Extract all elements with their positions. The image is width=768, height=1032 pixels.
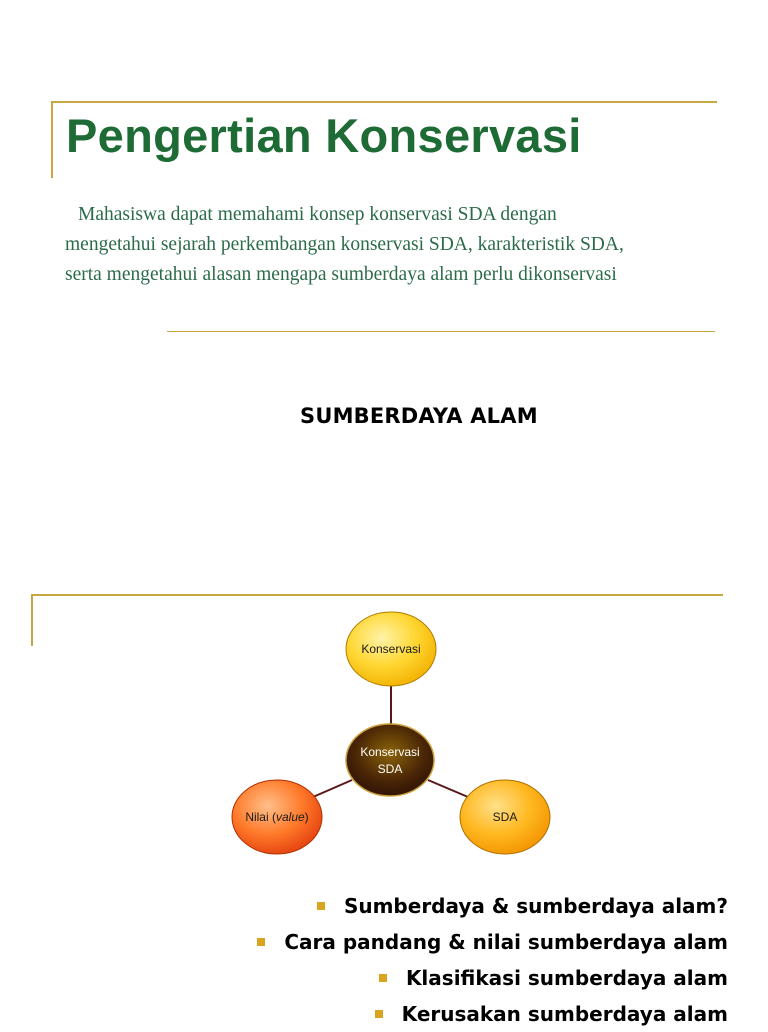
list-item bbox=[257, 888, 728, 924]
list-item-text: Sumberdaya & sumberdaya alam? bbox=[343, 894, 728, 918]
node-konservasi-sda bbox=[346, 724, 434, 796]
intro-line-3: serta mengetahui alasan mengapa sumberdaya alam perlu dikonservasi bbox=[65, 264, 617, 285]
node-nilai-label: Nilai (value) bbox=[245, 810, 309, 824]
intro-line-1: Mahasiswa dapat memahami konsep konservasi SDA dengan bbox=[78, 204, 557, 225]
center-label-line1: Konservasi bbox=[360, 745, 420, 759]
section-heading: SUMBERDAYA ALAM bbox=[300, 404, 538, 428]
node-sda bbox=[460, 780, 550, 854]
connector-right bbox=[428, 780, 468, 797]
center-label-line2: SDA bbox=[377, 762, 403, 776]
bullet-square-icon bbox=[375, 1010, 383, 1018]
bullet-square-icon bbox=[317, 902, 325, 910]
topic-list bbox=[257, 888, 728, 1032]
list-item-text: Cara pandang & nilai sumberdaya alam bbox=[284, 930, 728, 954]
node-nilai bbox=[232, 780, 322, 854]
node-sda-label: SDA bbox=[492, 810, 518, 824]
page-title: Pengertian Konservasi bbox=[66, 109, 582, 162]
list-item bbox=[257, 960, 728, 996]
list-item bbox=[257, 996, 728, 1032]
connector-left bbox=[313, 780, 352, 797]
list-item bbox=[257, 924, 728, 960]
node-konservasi bbox=[346, 612, 436, 686]
bullet-square-icon bbox=[257, 938, 265, 946]
bullet-square-icon bbox=[379, 974, 387, 982]
list-item-text: Klasifikasi sumberdaya alam bbox=[405, 966, 728, 990]
node-konservasi-label: Konservasi bbox=[361, 642, 421, 656]
list-item-text: Kerusakan sumberdaya alam bbox=[401, 1002, 728, 1026]
intro-line-2: mengetahui sejarah perkembangan konservasi SDA, karakteristik SDA, bbox=[65, 234, 624, 255]
